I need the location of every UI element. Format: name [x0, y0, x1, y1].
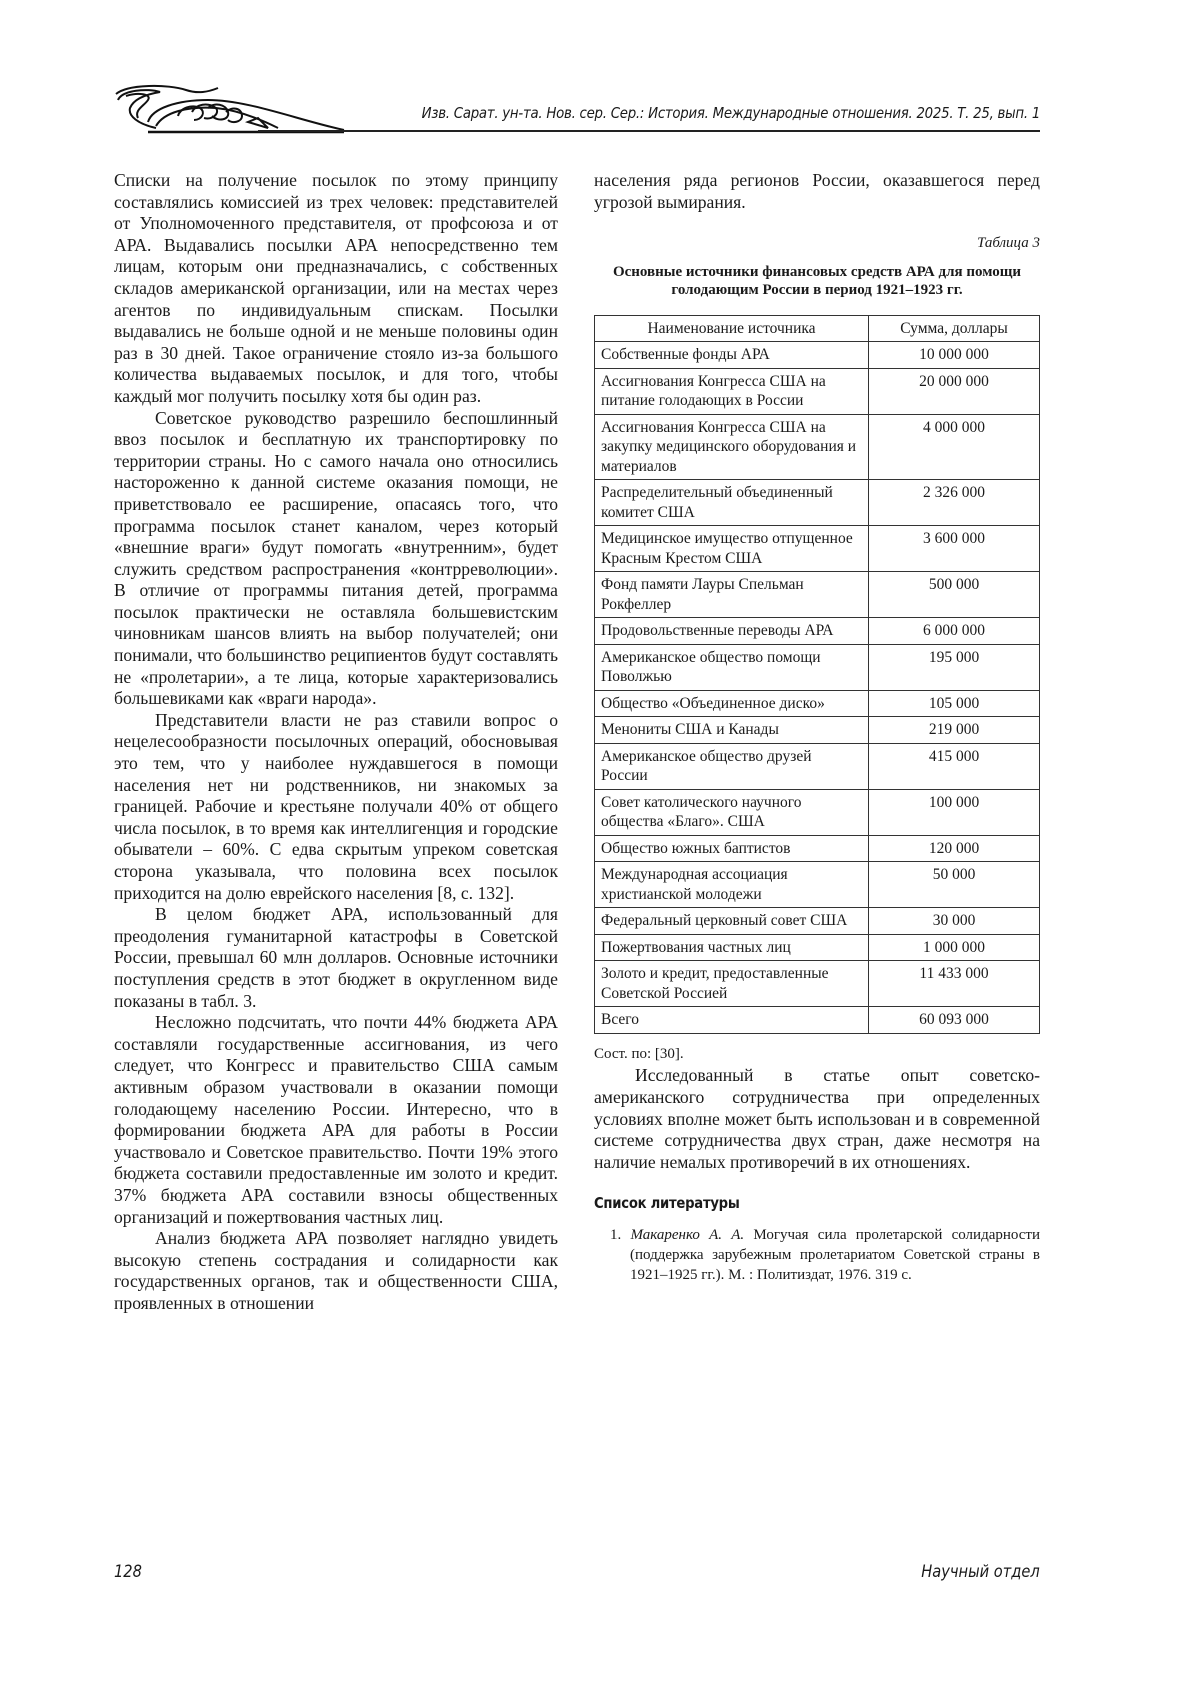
table-row	[595, 368, 1040, 414]
paragraph: Анализ бюджета АРА позволяет наглядно увидеть высокую степень сострадания и солидарности как государственных органов, так и общественности США, проявленных в отношении	[114, 1228, 558, 1313]
paragraph: Советское руководство разрешило беспошлинный ввоз посылок и бесплатную их транспортировку по территории страны. Но с самого начала оно относились настороженно к данной системе оказания помощи, не приветствовало ее расширение, опасаясь того, что программа посылок станет каналом, через который «внешние враги» будут помогать «внутренним», будет служить средством распространения «контрреволюции». В отличие от программы питания детей, программа посылок практически не оставляла большевистским чиновникам шансов влиять на выбор получателей; они понимали, что большинство реципиентов будут составлять не «пролетарии», а те лица, которые характеризовались большевиками как «враги народа».	[114, 407, 558, 709]
sum-cell: 3 600 000	[869, 526, 1040, 572]
reference-number: 1.	[610, 1226, 622, 1243]
source-name-cell: Международная ассоциация христианской молодежи	[595, 862, 869, 908]
funding-sources-table	[594, 315, 1040, 1034]
source-name-cell: Ассигнования Конгресса США на питание голодающих в России	[595, 368, 869, 414]
table-row	[595, 480, 1040, 526]
sum-cell: 20 000 000	[869, 368, 1040, 414]
table-source-note: Сост. по: [30].	[594, 1045, 684, 1062]
sum-cell: 100 000	[869, 789, 1040, 835]
sum-cell: 120 000	[869, 835, 1040, 862]
table-row	[595, 908, 1040, 935]
art-nouveau-ornament-icon	[108, 82, 348, 134]
sum-cell: 219 000	[869, 717, 1040, 744]
page-number: 128	[114, 1562, 142, 1582]
sum-cell: 2 326 000	[869, 480, 1040, 526]
reference-author: Макаренко А. А.	[630, 1226, 745, 1243]
source-name-cell: Распределительный объединенный комитет США	[595, 480, 869, 526]
left-column	[114, 170, 558, 1314]
header-rule	[258, 130, 1040, 132]
sum-cell: 195 000	[869, 644, 1040, 690]
table-row	[595, 743, 1040, 789]
paragraph-continuation: населения ряда регионов России, оказавшегося перед угрозой вымирания.	[594, 170, 1040, 212]
source-name-cell: Совет католического научного общества «Благо». США	[595, 789, 869, 835]
sum-cell: 11 433 000	[869, 961, 1040, 1007]
source-name-cell: Менониты США и Канады	[595, 717, 869, 744]
sum-cell: 10 000 000	[869, 342, 1040, 369]
sum-cell: 60 093 000	[869, 1007, 1040, 1034]
table-row	[595, 934, 1040, 961]
source-name-cell: Американское общество друзей России	[595, 743, 869, 789]
source-name-cell: Фонд памяти Лауры Спельман Рокфеллер	[595, 572, 869, 618]
table-row	[595, 789, 1040, 835]
sum-cell: 4 000 000	[869, 414, 1040, 480]
column-header-source: Наименование источника	[595, 315, 869, 342]
source-name-cell: Федеральный церковный совет США	[595, 908, 869, 935]
sum-cell: 1 000 000	[869, 934, 1040, 961]
table-row	[595, 961, 1040, 1007]
source-name-cell: Общество «Объединенное диско»	[595, 690, 869, 717]
source-name-cell: Пожертвования частных лиц	[595, 934, 869, 961]
sum-cell: 105 000	[869, 690, 1040, 717]
table-row	[595, 862, 1040, 908]
table-row	[595, 572, 1040, 618]
table-row	[595, 717, 1040, 744]
sum-cell: 500 000	[869, 572, 1040, 618]
paragraph: В целом бюджет АРА, использованный для преодоления гуманитарной катастрофы в Советской России, превышал 60 млн долларов. Основные источники поступления средств в этот бюджет в округленном виде показаны в табл. 3.	[114, 904, 558, 1011]
source-name-cell: Медицинское имущество отпущенное Красным Крестом США	[595, 526, 869, 572]
source-name-cell: Продовольственные переводы АРА	[595, 618, 869, 645]
sum-cell: 415 000	[869, 743, 1040, 789]
source-name-cell: Ассигнования Конгресса США на закупку медицинского оборудования и материалов	[595, 414, 869, 480]
running-title: Изв. Сарат. ун-та. Нов. сер. Сер.: История. Международные отношения. 2025. Т. 25, вып. 1	[421, 104, 1040, 122]
right-column	[594, 170, 1040, 1285]
table-label: Таблица 3	[977, 235, 1040, 252]
paragraph: Несложно подсчитать, что почти 44% бюджета АРА составляли государственные ассигнования, из чего следует, что Конгресс и правительство США самым активным образом участвовали в оказании помощи голодающему населению России. Интересно, что в формировании бюджета АРА для работы в России участвовало и Советское правительство. Почти 19% этого бюджета составили предоставленные им золото и кредит. 37% бюджета АРА составили взносы общественных организаций и пожертвования частных лиц.	[114, 1012, 558, 1227]
table-row	[595, 526, 1040, 572]
table-row	[595, 690, 1040, 717]
reference-text: Могучая сила пролетарской солидарности (поддержка зарубежным пролетариатом Советской страны в 1921–1925 гг.). М. : Политиздат, 1976. 319 с.	[630, 1226, 1040, 1283]
reference-item	[594, 1225, 1040, 1285]
paragraph: Списки на получение посылок по этому принципу составлялись комиссией из трех человек: представителей от Уполномоченного представителя, от профсоюза и от АРА. Выдавались посылки АРА непосредственно тем лицам, которым они предназначались, с собственных складов американской организации, или на местах через агентов по индивидуальным спискам. Посылки выдавались не больше одной и не меньше половины один раз в 30 дней. Такое ограничение стояло из-за большого количества выдаваемых посылок, и для того, чтобы каждый мог получить посылку хотя бы один раз.	[114, 170, 558, 406]
source-name-cell: Золото и кредит, предоставленные Советской Россией	[595, 961, 869, 1007]
table-row	[595, 414, 1040, 480]
section-name: Научный отдел	[921, 1562, 1040, 1582]
sum-cell: 50 000	[869, 862, 1040, 908]
source-name-cell: Всего	[595, 1007, 869, 1034]
table-header-row	[595, 315, 1040, 342]
table-row	[595, 835, 1040, 862]
references-heading: Список литературы	[594, 1194, 740, 1213]
sum-cell: 6 000 000	[869, 618, 1040, 645]
source-name-cell: Американское общество помощи Поволжью	[595, 644, 869, 690]
table-row	[595, 342, 1040, 369]
source-name-cell: Собственные фонды АРА	[595, 342, 869, 369]
conclusion-paragraph: Исследованный в статье опыт советско-американского сотрудничества при определенных условиях вполне может быть использован и в современной системе сотрудничества двух стран, даже несмотря на наличие немалых противоречий в их отношениях.	[594, 1065, 1040, 1172]
page-header	[108, 82, 1040, 134]
column-header-sum: Сумма, доллары	[869, 315, 1040, 342]
sum-cell: 30 000	[869, 908, 1040, 935]
table-row	[595, 618, 1040, 645]
table-row	[595, 644, 1040, 690]
table-title: Основные источники финансовых средств АРА для помощи голодающим России в период 1921–1923 гг.	[612, 263, 1022, 298]
paragraph: Представители власти не раз ставили вопрос о нецелесообразности посылочных операций, обосновывая это тем, что у наиболее нуждавшегося в помощи населения нет ни родственников, ни знакомых за границей. Рабочие и крестьяне получали 40% от общего числа посылок, в то время как интеллигенция и городские обыватели – 60%. С едва скрытым упреком советская сторона указывала, что половина всех посылок приходится на долю еврейского населения [8, с. 132].	[114, 709, 558, 903]
source-name-cell: Общество южных баптистов	[595, 835, 869, 862]
table-row	[595, 1007, 1040, 1034]
